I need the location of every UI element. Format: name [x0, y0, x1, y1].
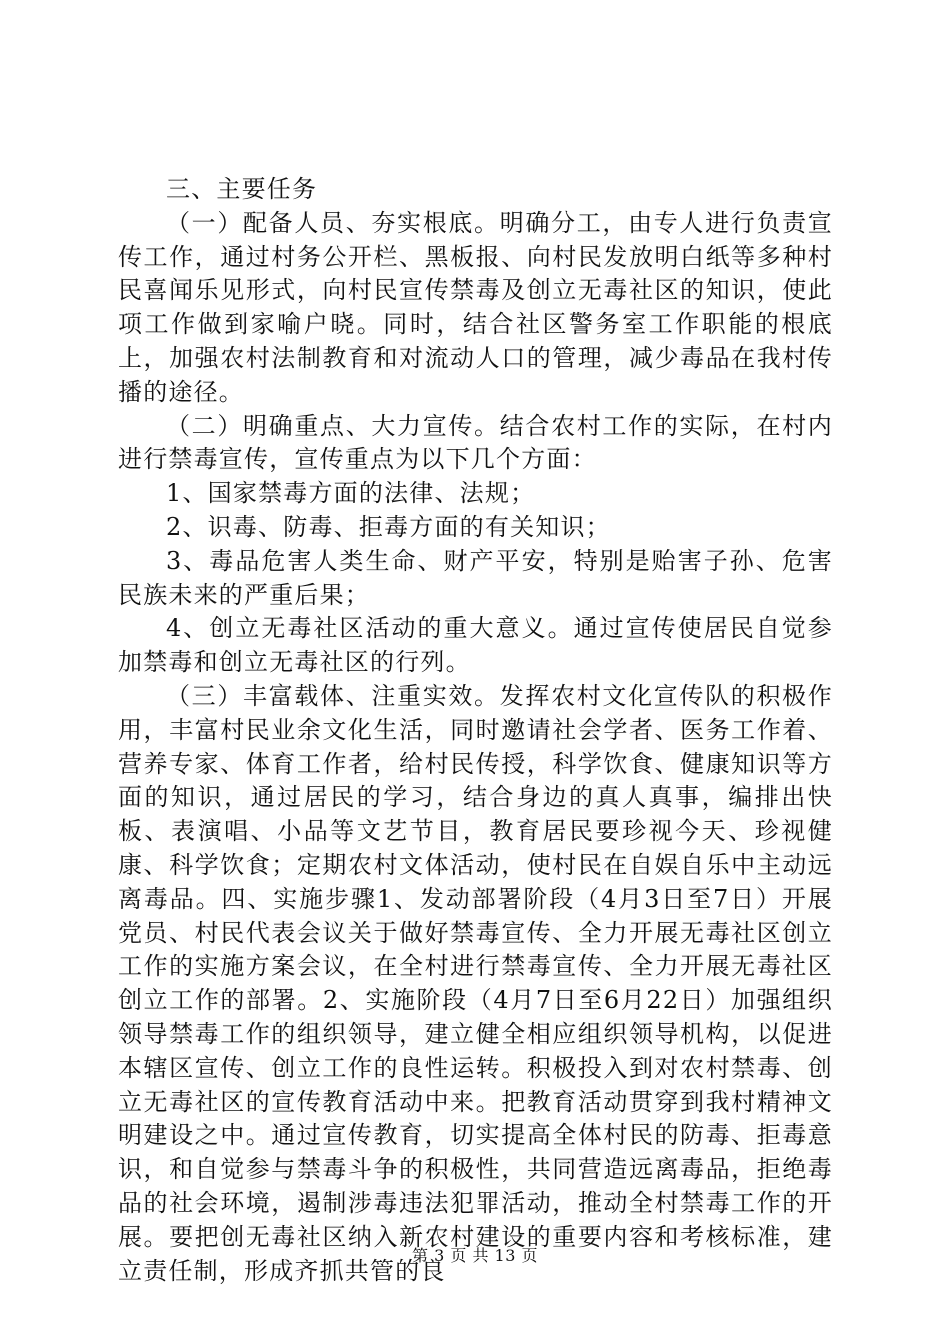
paragraph-staffing: （一）配备人员、夯实根底。明确分工，由专人进行负责宣传工作，通过村务公开栏、黑板报、向村民发放明白纸等多种村民喜闻乐见形式，向村民宣传禁毒及创立无毒社区的知识，使此项工作做到家喻户晓。同时，结合社区警务室工作职能的根底上，加强农村法制教育和对流动人口的管理，减少毒品在我村传播的途径。 [118, 208, 833, 406]
paragraph-carriers: （三）丰富载体、注重实效。发挥农村文化宣传队的积极作用，丰富村民业余文化生活，同时邀请社会学者、医务工作着、营养专家、体育工作者，给村民传授，科学饮食、健康知识等方面的知识，通过居民的学习，结合身边的真人真事，编排出快板、表演唱、小品等文艺节目，教育居民要珍视今天、珍视健康、科学饮食；定期农村文体活动，使村民在自娱自乐中主动远离毒品。四、实施步骤1、发动部署阶段（4月3日至7日）开展党员、村民代表会议关于做好禁毒宣传、全力开展无毒社区创立工作的实施方案会议，在全村进行禁毒宣传、全力开展无毒社区创立工作的部署。2、实施阶段（4月7日至6月22日）加强组织领导禁毒工作的组织领导，建立健全相应组织领导机构，以促进本辖区宣传、创立工作的良性运转。积极投入到对农村禁毒、创立无毒社区的宣传教育活动中来。把教育活动贯穿到我村精神文明建设之中。通过宣传教育，切实提高全体村民的防毒、拒毒意识，和自觉参与禁毒斗争的积极性，共同营造远离毒品，拒绝毒品的社会环境，遏制涉毒违法犯罪活动，推动全村禁毒工作的开展。要把创无毒社区纳入新农村建设的重要内容和考核标准，建立责任制，形成齐抓共管的良 [118, 681, 833, 1285]
document-body [118, 173, 833, 1288]
list-item: 4、创立无毒社区活动的重大意义。通过宣传使居民自觉参加禁毒和创立无毒社区的行列。 [118, 614, 833, 677]
page-number-footer: 第 3 页 共 13 页 [412, 1246, 538, 1265]
list-item: 1、国家禁毒方面的法律、法规； [166, 479, 536, 508]
list-item: 3、毒品危害人类生命、财产平安，特别是贻害子孙、危害民族未来的严重后果； [118, 546, 833, 609]
section-heading: 三、主要任务 [166, 175, 318, 203]
list-item: 2、识毒、防毒、拒毒方面的有关知识； [166, 512, 611, 541]
paragraph-publicity: （二）明确重点、大力宣传。结合农村工作的实际，在村内进行禁毒宣传，宣传重点为以下几个方面： [118, 411, 833, 474]
